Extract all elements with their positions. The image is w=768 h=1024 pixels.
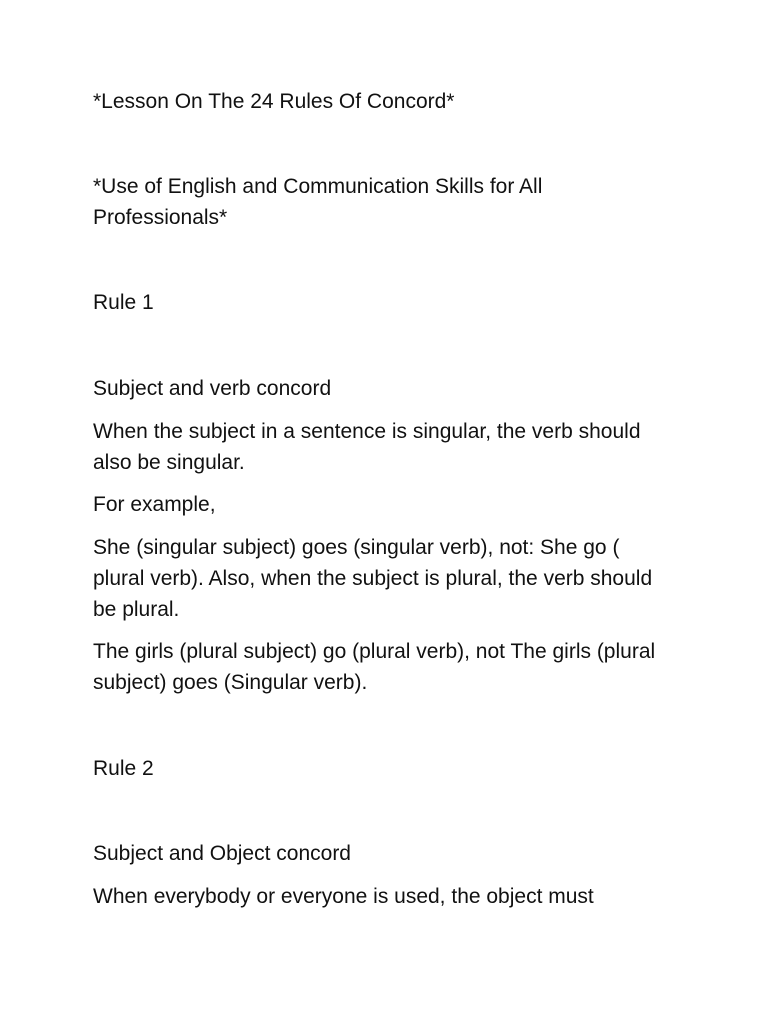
rule-2-paragraph: When everybody or everyone is used, the object must (93, 885, 594, 908)
rule-1-paragraph: The girls (plural subject) go (plural verb), not The girls (plural subject) goes (Singular verb). (93, 640, 656, 694)
rule-2-subheading: Subject and Object concord (93, 842, 351, 865)
document-title: *Lesson On The 24 Rules Of Concord* (93, 90, 455, 113)
rule-1-paragraph: For example, (93, 493, 216, 516)
rule-1-paragraph: When the subject in a sentence is singular, the verb should also be singular. (93, 420, 641, 474)
rule-1-heading: Rule 1 (93, 291, 154, 314)
document-subtitle: *Use of English and Communication Skills for All Professionals* (93, 175, 543, 229)
rule-1-subheading: Subject and verb concord (93, 377, 332, 400)
rule-2-heading: Rule 2 (93, 757, 154, 780)
rule-1-paragraph: She (singular subject) goes (singular verb), not: She go ( plural verb). Also, when the subject is plural, the verb should be plural. (93, 536, 653, 621)
